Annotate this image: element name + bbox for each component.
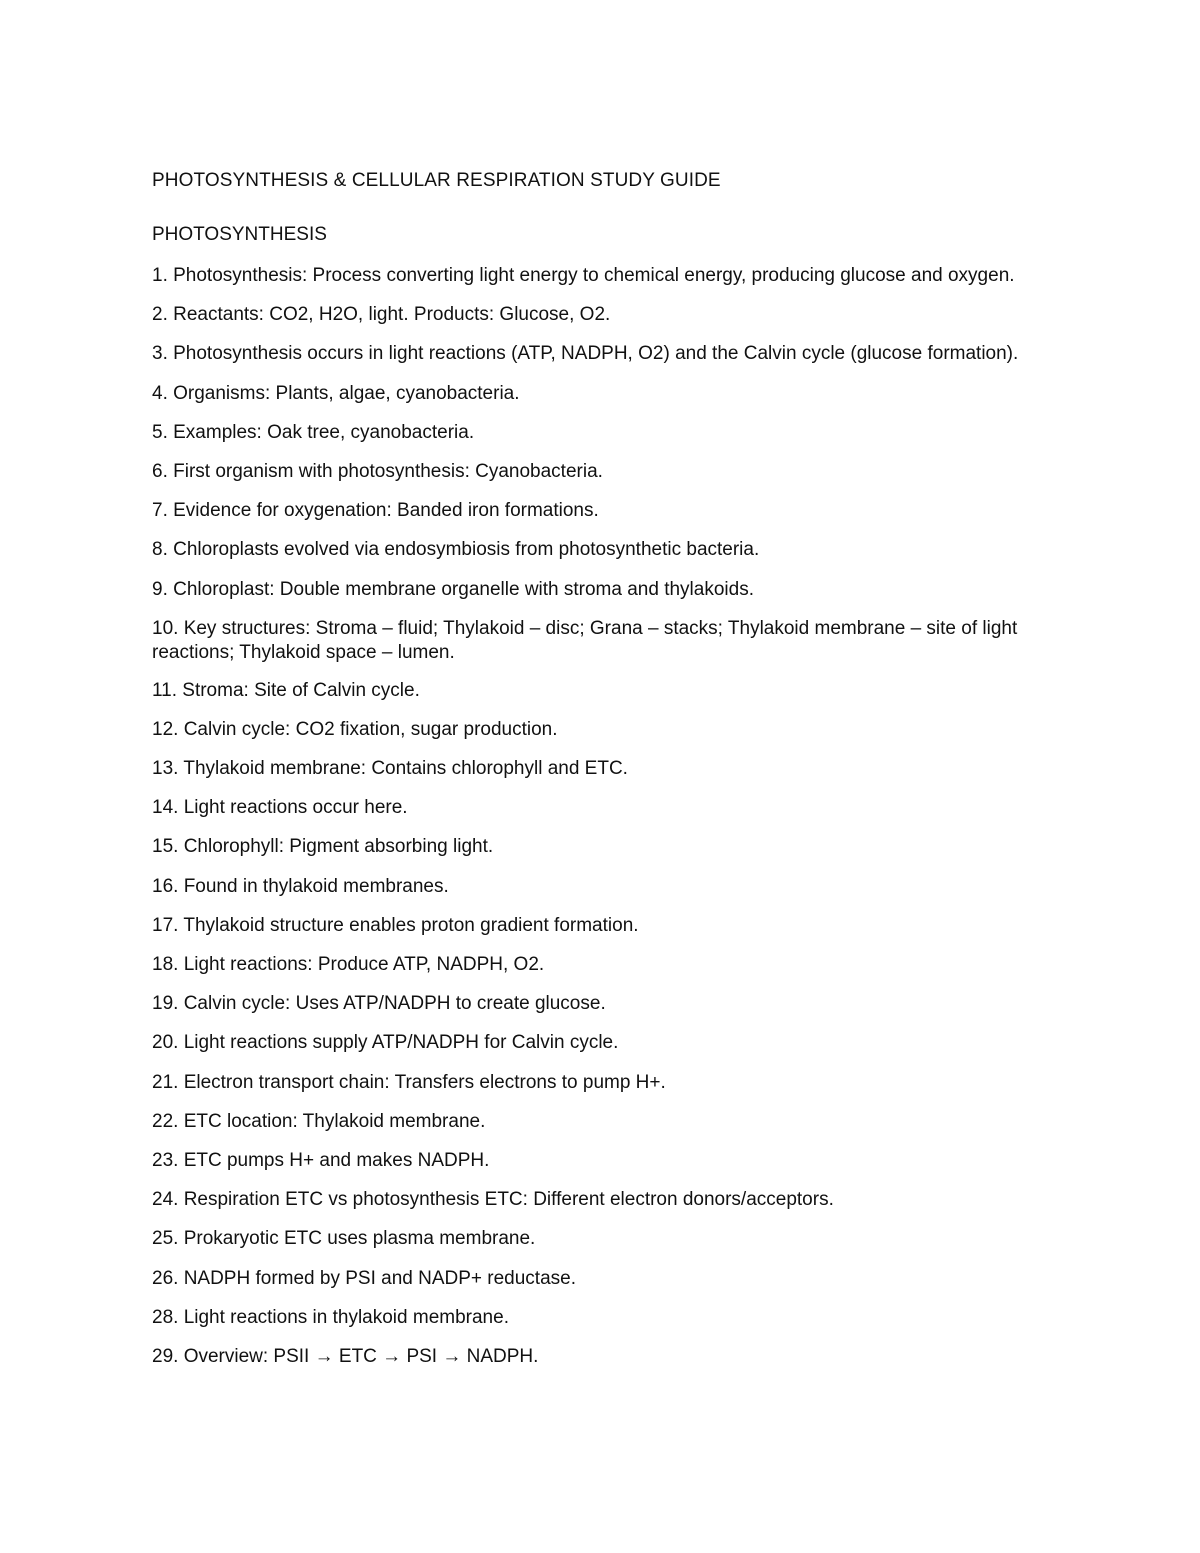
list-item: 22. ETC location: Thylakoid membrane. (152, 1110, 486, 1132)
list-item: 20. Light reactions supply ATP/NADPH for Calvin cycle. (152, 1032, 619, 1054)
list-item: 28. Light reactions in thylakoid membrane. (152, 1306, 509, 1328)
list-item: 25. Prokaryotic ETC uses plasma membrane. (152, 1228, 536, 1250)
list-item: 26. NADPH formed by PSI and NADP+ reductase. (152, 1267, 577, 1289)
list-item: 6. First organism with photosynthesis: Cyanobacteria. (152, 460, 603, 482)
list-item: 23. ETC pumps H+ and makes NADPH. (152, 1149, 490, 1171)
list-item: 15. Chlorophyll: Pigment absorbing light. (152, 836, 494, 858)
list-item: 1. Photosynthesis: Process converting light energy to chemical energy, producing glucose and oxygen. (152, 265, 1015, 286)
list-item: 11. Stroma: Site of Calvin cycle. (152, 679, 420, 701)
list-item: 2. Reactants: CO2, H2O, light. Products: Glucose, O2. (152, 304, 611, 326)
document-title: PHOTOSYNTHESIS & CELLULAR RESPIRATION STUDY GUIDE (152, 170, 721, 191)
list-item: 10. Key structures: Stroma – fluid; Thylakoid – disc; Grana – stacks; Thylakoid membrane – site of light reactions; Thylakoid space – lumen. (152, 617, 1018, 663)
study-guide-list (152, 264, 1072, 1369)
list-item: 12. Calvin cycle: CO2 fixation, sugar production. (152, 718, 558, 740)
document-page (152, 170, 1072, 1384)
list-item: 3. Photosynthesis occurs in light reactions (ATP, NADPH, O2) and the Calvin cycle (glucose formation). (152, 343, 1019, 365)
list-item: 19. Calvin cycle: Uses ATP/NADPH to create glucose. (152, 993, 606, 1015)
list-item: 16. Found in thylakoid membranes. (152, 875, 449, 897)
list-item: 5. Examples: Oak tree, cyanobacteria. (152, 421, 475, 443)
list-item: 18. Light reactions: Produce ATP, NADPH, O2. (152, 954, 545, 975)
section-heading-photosynthesis: PHOTOSYNTHESIS (152, 224, 327, 245)
list-item: 29. Overview: PSII → ETC → PSI → NADPH. (152, 1345, 539, 1367)
list-item: 14. Light reactions occur here. (152, 797, 408, 819)
list-item: 9. Chloroplast: Double membrane organelle with stroma and thylakoids. (152, 578, 754, 600)
list-item: 13. Thylakoid membrane: Contains chlorophyll and ETC. (152, 758, 628, 780)
list-item: 4. Organisms: Plants, algae, cyanobacteria. (152, 382, 520, 404)
list-item: 7. Evidence for oxygenation: Banded iron formations. (152, 500, 599, 522)
list-item: 21. Electron transport chain: Transfers electrons to pump H+. (152, 1071, 666, 1093)
list-item: 24. Respiration ETC vs photosynthesis ETC: Different electron donors/acceptors. (152, 1189, 834, 1211)
list-item: 17. Thylakoid structure enables proton gradient formation. (152, 914, 639, 936)
list-item: 8. Chloroplasts evolved via endosymbiosis from photosynthetic bacteria. (152, 539, 760, 561)
